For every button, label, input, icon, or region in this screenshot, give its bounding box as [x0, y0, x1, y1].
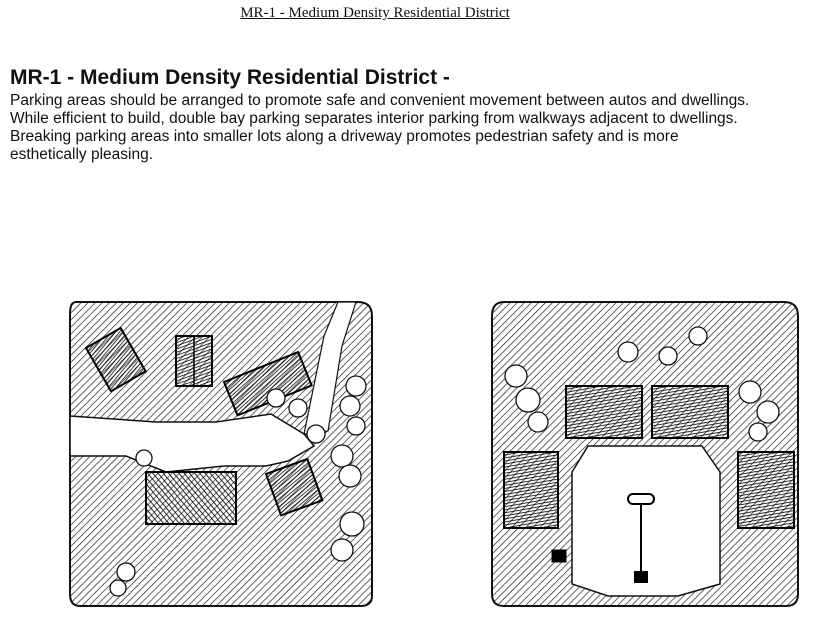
running-header: MR-1 - Medium Density Residential District — [240, 5, 510, 21]
section-title: MR-1 - Medium Density Residential District - — [10, 66, 450, 89]
dwelling — [176, 336, 212, 386]
dwelling — [146, 472, 236, 524]
site-plan-double-bay-parking — [488, 296, 802, 610]
dwelling — [738, 452, 794, 528]
body-line: While efficient to build, double bay parking separates interior parking from walkways adjacent to dwellings. — [10, 110, 738, 127]
section-body — [10, 92, 820, 164]
dwelling — [566, 386, 642, 438]
site-plan-clustered-parking — [66, 296, 376, 610]
body-line: Breaking parking areas into smaller lots along a driveway promotes pedestrian safety and is more — [10, 128, 679, 145]
dwelling — [504, 452, 558, 528]
body-line: Parking areas should be arranged to promote safe and convenient movement between autos and dwellings. — [10, 92, 750, 109]
dwelling — [652, 386, 728, 438]
utility-box — [552, 550, 566, 562]
body-line: esthetically pleasing. — [10, 146, 154, 163]
